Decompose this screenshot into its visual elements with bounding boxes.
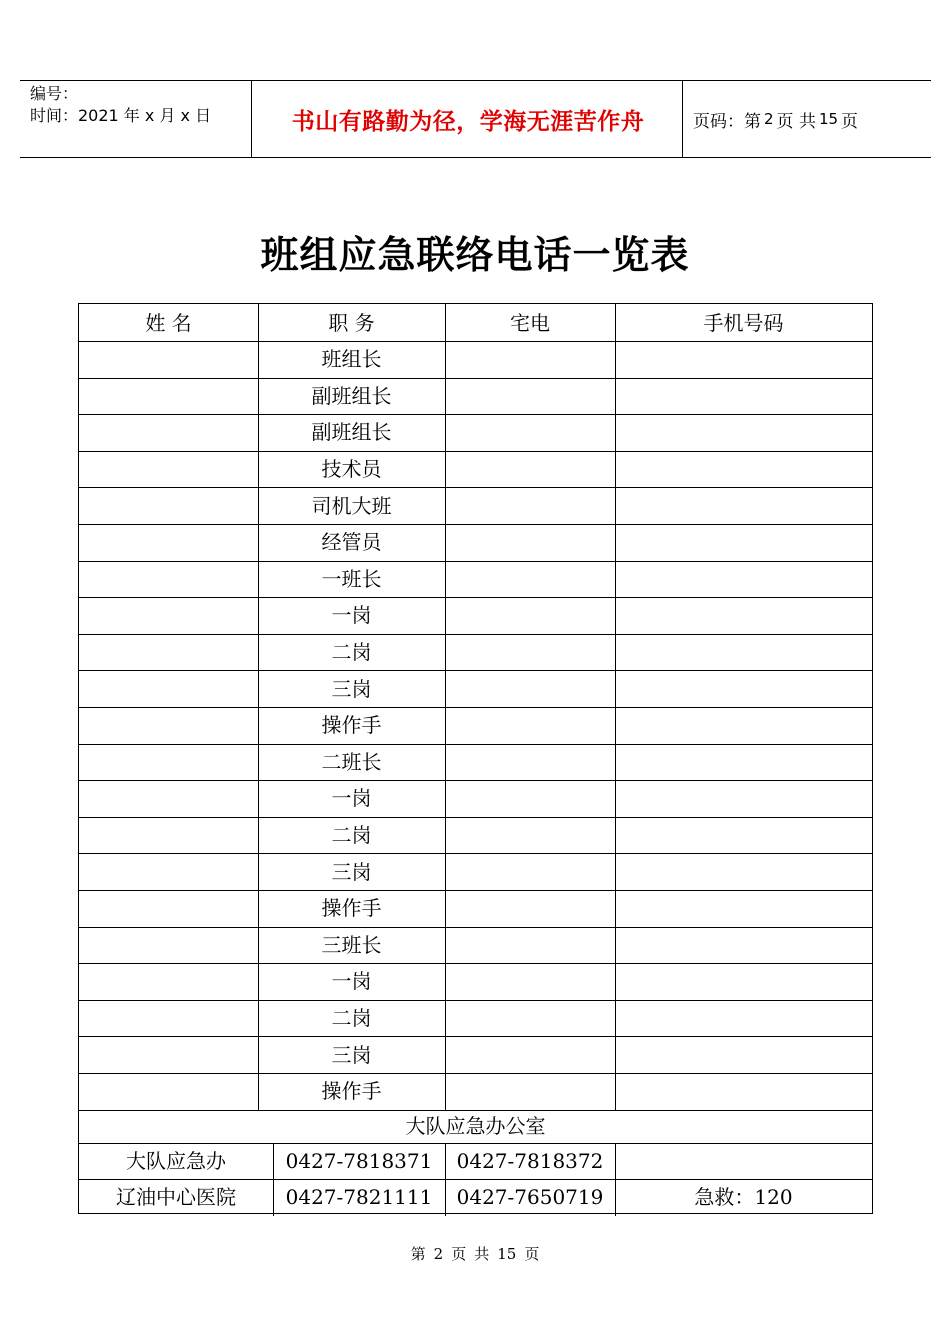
col-header-home-phone: 宅电: [510, 310, 550, 335]
cell-role: 一岗: [331, 786, 372, 811]
cell-name: [79, 963, 258, 1000]
page-mid: 页 共: [776, 111, 816, 132]
column-divider: [445, 304, 446, 1110]
cell-role: 操作手: [321, 713, 382, 738]
cell-role: 二岗: [331, 640, 372, 665]
cell-home-phone: [445, 414, 615, 451]
cell-mobile: [615, 927, 872, 964]
cell-name: [79, 341, 258, 378]
cell-name: [79, 817, 258, 854]
cell-home-phone: [445, 451, 615, 488]
column-divider: [615, 304, 616, 1110]
cell-name: [79, 780, 258, 817]
column-divider: [258, 304, 259, 1110]
cell-role: 技术员: [321, 457, 382, 482]
cell-home-phone: [445, 853, 615, 890]
cell-role: 副班组长: [311, 383, 392, 408]
number-label: 编号：: [30, 84, 79, 103]
cell-name: [79, 707, 258, 744]
section-cell-phone-2: 0427-7650719: [456, 1185, 604, 1210]
cell-mobile: [615, 487, 872, 524]
cell-home-phone: [445, 707, 615, 744]
cell-name: [79, 524, 258, 561]
cell-mobile: [615, 451, 872, 488]
section-title: 大队应急办公室: [405, 1114, 546, 1139]
header-motto: 书山有路勤为径，学海无涯苦作舟: [291, 108, 645, 135]
cell-name: [79, 853, 258, 890]
section-cell-note: 急救：120: [694, 1185, 793, 1210]
cell-home-phone: [445, 780, 615, 817]
cell-mobile: [615, 890, 872, 927]
cell-home-phone: [445, 1036, 615, 1073]
header-meta: [30, 83, 211, 127]
cell-mobile: [615, 817, 872, 854]
cell-mobile: [615, 634, 872, 671]
page-prefix: 页码：第: [693, 111, 761, 132]
cell-role: 操作手: [321, 1079, 382, 1104]
cell-mobile: [615, 524, 872, 561]
cell-mobile: [615, 670, 872, 707]
cell-home-phone: [445, 487, 615, 524]
page-current: 2: [764, 110, 774, 128]
col-header-mobile: 手机号码: [703, 310, 784, 335]
footer-mid2: 共: [474, 1245, 490, 1263]
cell-name: [79, 890, 258, 927]
column-divider: [615, 1143, 616, 1216]
cell-name: [79, 378, 258, 415]
section-cell-unit: 辽油中心医院: [116, 1185, 236, 1210]
cell-name: [79, 487, 258, 524]
cell-mobile: [615, 414, 872, 451]
cell-role: 二班长: [321, 749, 382, 774]
cell-home-phone: [445, 597, 615, 634]
cell-role: 三岗: [331, 676, 372, 701]
cell-name: [79, 670, 258, 707]
column-divider: [445, 1143, 446, 1216]
page-suffix: 页: [841, 111, 859, 132]
cell-home-phone: [445, 670, 615, 707]
cell-mobile: [615, 561, 872, 598]
cell-name: [79, 414, 258, 451]
cell-home-phone: [445, 1073, 615, 1110]
cell-name: [79, 1073, 258, 1110]
cell-home-phone: [445, 634, 615, 671]
cell-home-phone: [445, 890, 615, 927]
cell-role: 三岗: [331, 1042, 372, 1067]
page-footer: [0, 1243, 950, 1264]
header-divider: [682, 81, 683, 157]
time-label: 时间：2021 年 x 月 x 日: [30, 106, 212, 125]
cell-home-phone: [445, 927, 615, 964]
cell-role: 操作手: [321, 896, 382, 921]
section-cell-phone-1: 0427-7818371: [285, 1148, 433, 1173]
contact-table: [78, 303, 873, 1214]
footer-mid1: 页: [451, 1245, 467, 1263]
cell-mobile: [615, 707, 872, 744]
cell-mobile: [615, 963, 872, 1000]
footer-total: 15: [497, 1245, 517, 1263]
cell-mobile: [615, 1000, 872, 1037]
cell-name: [79, 1036, 258, 1073]
section-cell-phone-2: 0427-7818372: [456, 1148, 604, 1173]
cell-mobile: [615, 1036, 872, 1073]
cell-mobile: [615, 341, 872, 378]
page-title: 班组应急联络电话一览表: [260, 233, 690, 277]
cell-name: [79, 1000, 258, 1037]
cell-name: [79, 597, 258, 634]
cell-name: [79, 744, 258, 781]
cell-mobile: [615, 780, 872, 817]
section-cell-note: [615, 1143, 872, 1180]
cell-mobile: [615, 853, 872, 890]
cell-home-phone: [445, 341, 615, 378]
cell-role: 二岗: [331, 1006, 372, 1031]
cell-role: 班组长: [321, 347, 382, 372]
cell-role: 副班组长: [311, 420, 392, 445]
cell-role: 一班长: [321, 566, 382, 591]
cell-mobile: [615, 597, 872, 634]
footer-prefix: 第: [410, 1245, 426, 1263]
cell-home-phone: [445, 378, 615, 415]
cell-home-phone: [445, 963, 615, 1000]
footer-suffix: 页: [524, 1245, 540, 1263]
cell-role: 二岗: [331, 823, 372, 848]
section-cell-phone-1: 0427-7821111: [285, 1185, 433, 1210]
cell-name: [79, 561, 258, 598]
cell-home-phone: [445, 817, 615, 854]
col-header-name: 姓 名: [145, 310, 192, 335]
cell-role: 一岗: [331, 603, 372, 628]
cell-home-phone: [445, 1000, 615, 1037]
cell-home-phone: [445, 524, 615, 561]
cell-name: [79, 634, 258, 671]
cell-mobile: [615, 744, 872, 781]
cell-role: 一岗: [331, 969, 372, 994]
cell-name: [79, 451, 258, 488]
cell-role: 司机大班: [311, 493, 392, 518]
cell-name: [79, 927, 258, 964]
footer-current: 2: [433, 1245, 444, 1263]
section-cell-unit: 大队应急办: [126, 1148, 226, 1173]
cell-mobile: [615, 378, 872, 415]
document-header: [20, 80, 931, 158]
col-header-role: 职 务: [328, 310, 375, 335]
cell-role: 经管员: [321, 530, 382, 555]
cell-home-phone: [445, 744, 615, 781]
page-total: 15: [818, 110, 839, 128]
cell-role: 三岗: [331, 859, 372, 884]
header-page-info: [693, 81, 858, 157]
cell-role: 三班长: [321, 932, 382, 957]
column-divider: [273, 1143, 274, 1216]
cell-home-phone: [445, 561, 615, 598]
cell-mobile: [615, 1073, 872, 1110]
